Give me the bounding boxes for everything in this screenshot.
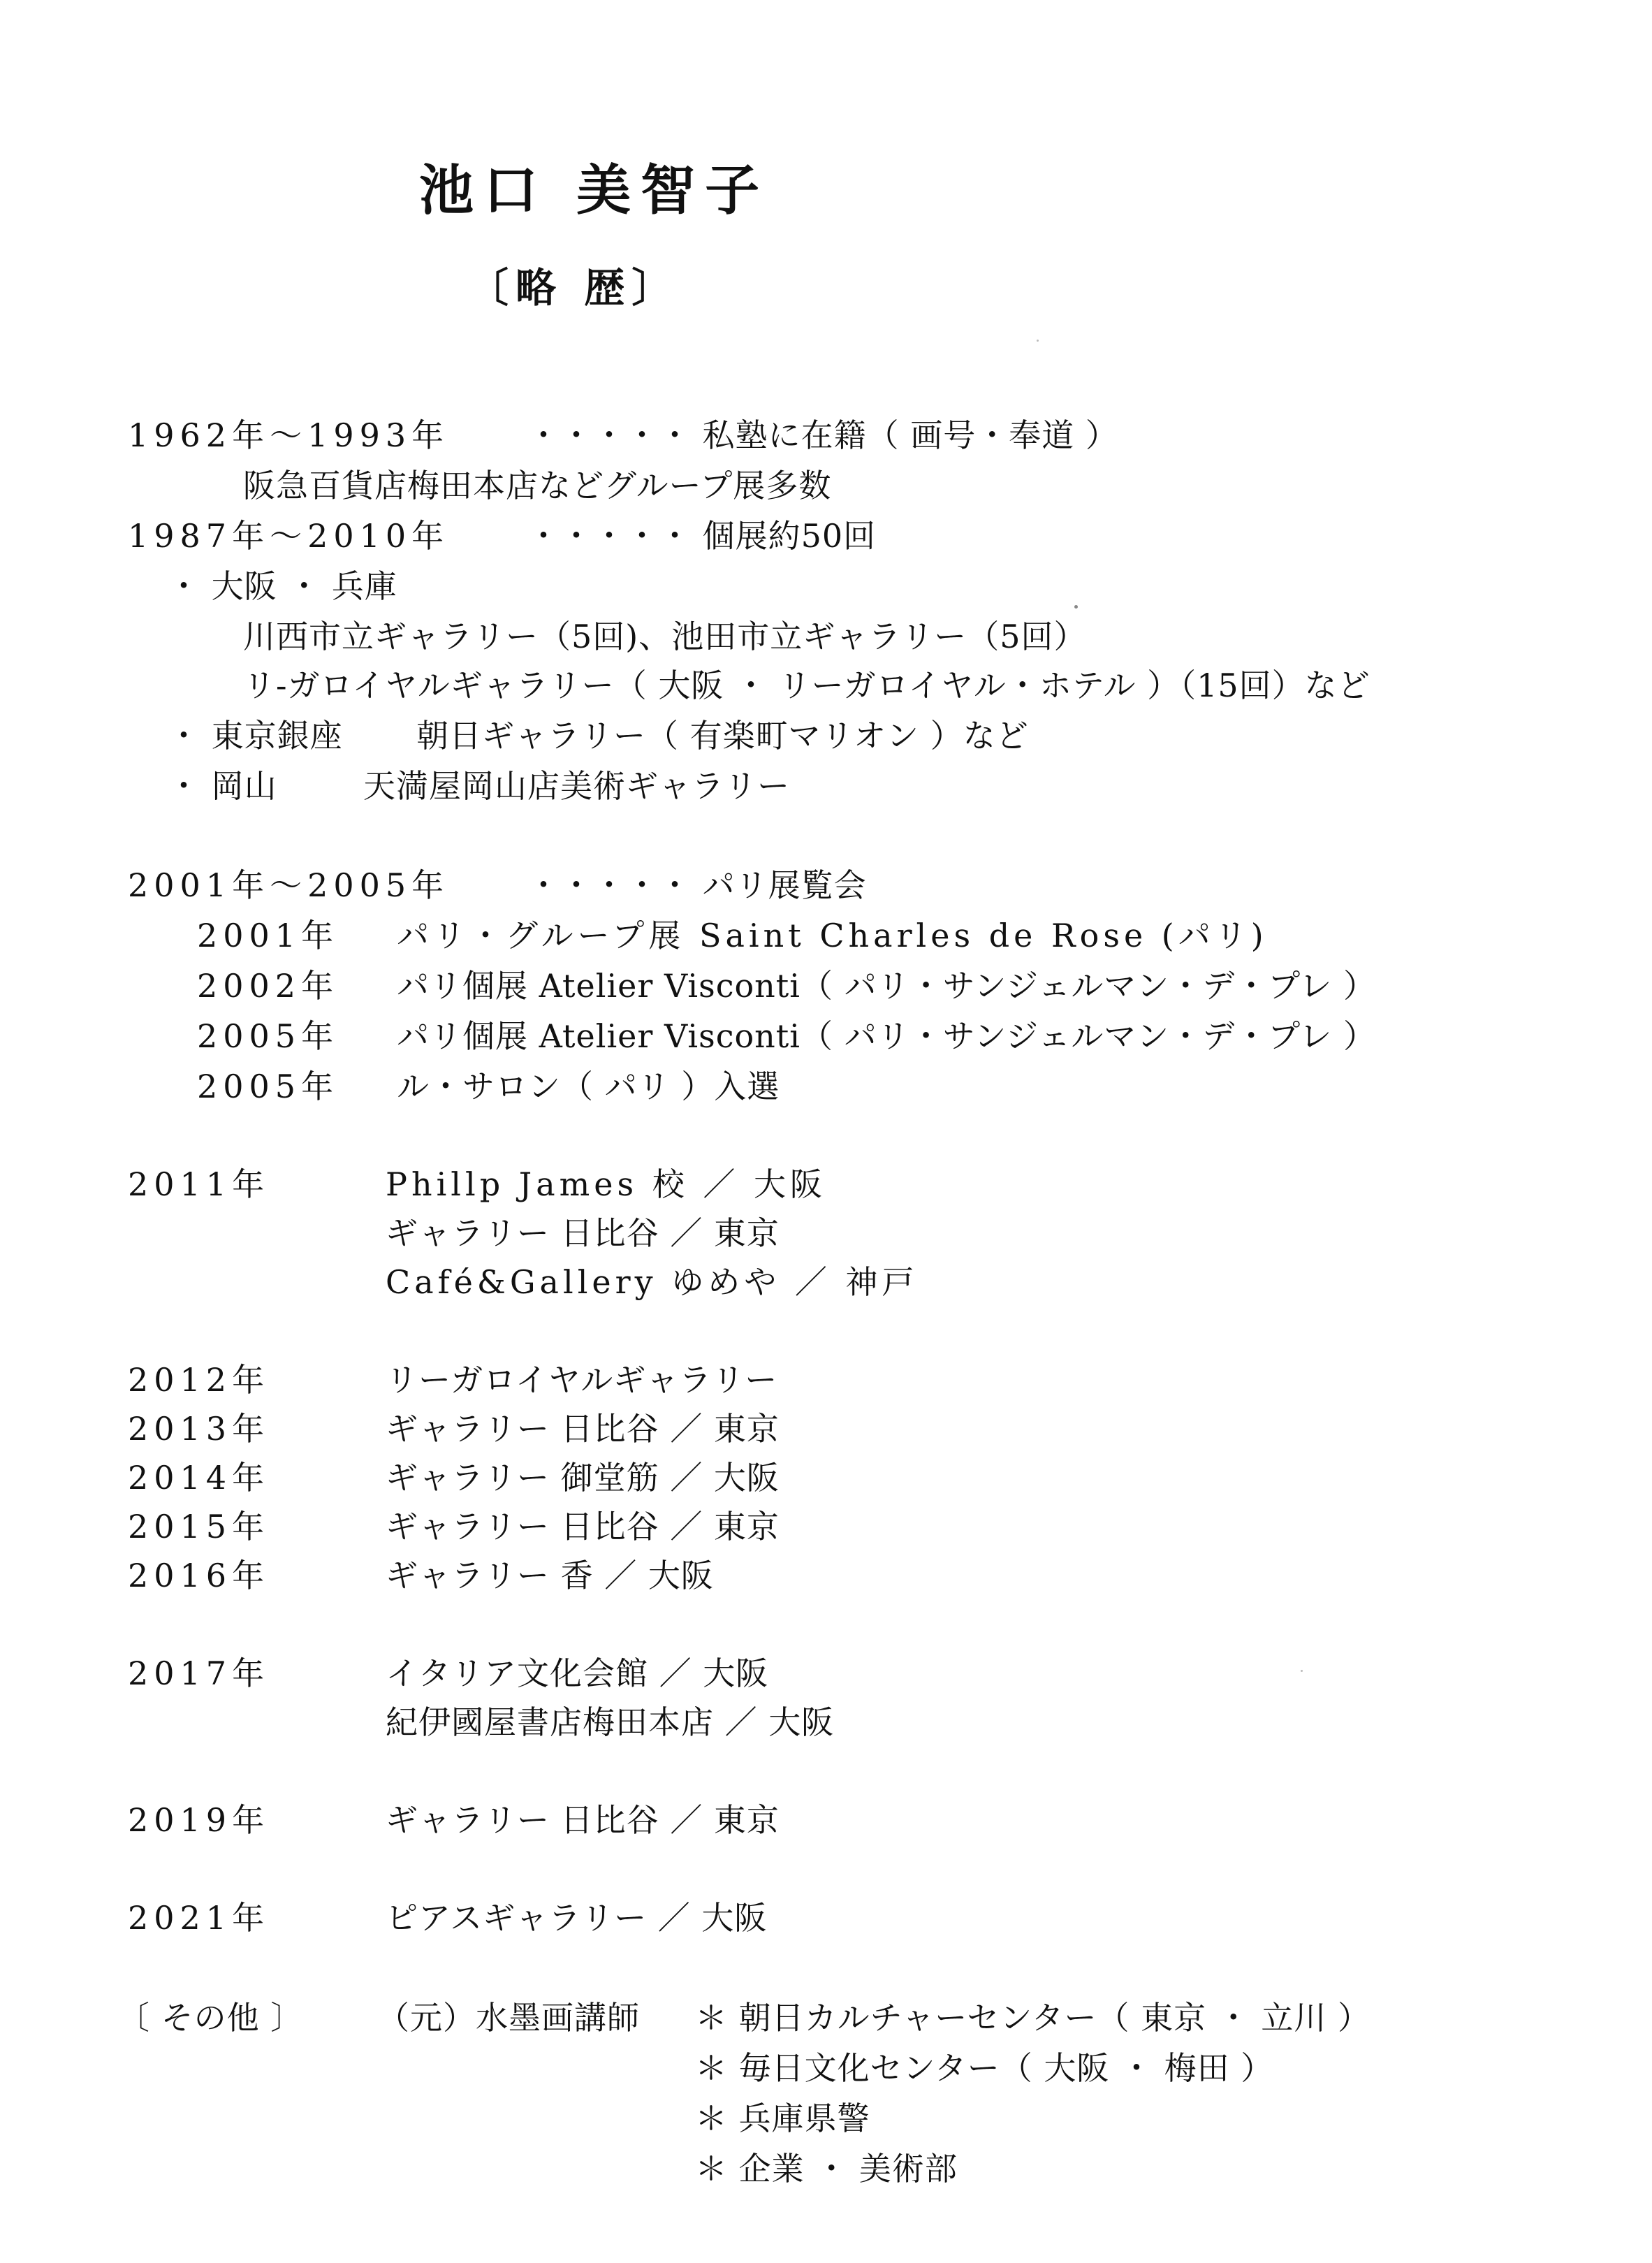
scan-speck bbox=[1301, 1670, 1303, 1672]
paris-item-year: 2005年 bbox=[197, 1017, 339, 1055]
period-text-1962: ・・・・・ 私塾に在籍（ 画号・奉道 ） bbox=[527, 416, 1118, 454]
region-tokyo-label: ・ 東京銀座 bbox=[168, 717, 343, 755]
scan-speck bbox=[1037, 340, 1039, 342]
period-year-2001: 2001年～2005年 bbox=[128, 866, 450, 904]
period-text-1987: ・・・・・ 個展約50回 bbox=[527, 517, 877, 555]
region-osaka-hyogo: ・ 大阪 ・ 兵庫 bbox=[168, 567, 397, 605]
paris-item-year: 2001年 bbox=[197, 917, 339, 954]
exhibition-2013: ギャラリー 日比谷 ／ 東京 bbox=[386, 1410, 780, 1448]
year-2019: 2019年 bbox=[128, 1801, 270, 1839]
region-okayama-text: 天満屋岡山店美術ギャラリー bbox=[363, 767, 790, 805]
exhibition-2017-2: 紀伊國屋書店梅田本店 ／ 大阪 bbox=[386, 1703, 835, 1741]
paris-item-year: 2005年 bbox=[197, 1068, 339, 1105]
exhibition-2014: ギャラリー 御堂筋 ／ 大阪 bbox=[386, 1459, 780, 1497]
teacher-role: （元）水墨画講師 bbox=[377, 1999, 640, 2037]
scan-speck bbox=[1074, 605, 1078, 609]
teaching-item: ＊ 兵庫県警 bbox=[695, 2100, 870, 2137]
period-year-1962: 1962年～1993年 bbox=[128, 416, 450, 454]
page-subtitle: 〔略 歴〕 bbox=[468, 264, 680, 312]
year-2012: 2012年 bbox=[128, 1361, 270, 1399]
other-label: 〔 その他 〕 bbox=[117, 1999, 304, 2037]
paris-item-text: ル・サロン（ パリ ）入選 bbox=[397, 1068, 780, 1105]
exhibition-2016: ギャラリー 香 ／ 大阪 bbox=[386, 1557, 714, 1594]
exhibition-2019: ギャラリー 日比谷 ／ 東京 bbox=[386, 1801, 780, 1839]
exhibition-2011-1: Phillp James 校 ／ 大阪 bbox=[386, 1165, 826, 1203]
year-2011: 2011年 bbox=[128, 1165, 270, 1203]
exhibition-2011-3: Café&Gallery ゆめや ／ 神戸 bbox=[386, 1263, 919, 1301]
year-2014: 2014年 bbox=[128, 1459, 270, 1497]
teaching-item: ＊ 企業 ・ 美術部 bbox=[695, 2150, 958, 2188]
exhibition-2015: ギャラリー 日比谷 ／ 東京 bbox=[386, 1508, 780, 1545]
exhibition-2021: ピアスギャラリー ／ 大阪 bbox=[386, 1899, 768, 1937]
page-title: 池口 美智子 bbox=[419, 159, 770, 222]
teaching-item: ＊ 朝日カルチャーセンター（ 東京 ・ 立川 ） bbox=[695, 1999, 1370, 2037]
exhibition-2011-2: ギャラリー 日比谷 ／ 東京 bbox=[386, 1214, 780, 1252]
region-tokyo-text: 朝日ギャラリー（ 有楽町マリオン ）など bbox=[416, 717, 1029, 755]
year-2016: 2016年 bbox=[128, 1557, 270, 1594]
paris-item-text: パリ個展 Atelier Visconti（ パリ・サンジェルマン・デ・プレ ） bbox=[397, 1017, 1377, 1055]
paris-item-text: パリ・グループ展 Saint Charles de Rose (パリ) bbox=[397, 917, 1268, 954]
region-okayama-label: ・ 岡山 bbox=[168, 767, 277, 805]
teaching-item: ＊ 毎日文化センター（ 大阪 ・ 梅田 ） bbox=[695, 2049, 1274, 2087]
period-text-2001: ・・・・・ パリ展覧会 bbox=[527, 866, 867, 904]
year-2013: 2013年 bbox=[128, 1410, 270, 1448]
group-shows-line: 阪急百貨店梅田本店などグループ展多数 bbox=[243, 467, 832, 504]
year-2017: 2017年 bbox=[128, 1654, 270, 1692]
osaka-galleries-1: 川西市立ギャラリー（5回)、池田市立ギャラリー（5回） bbox=[243, 618, 1087, 655]
exhibition-2012: リーガロイヤルギャラリー bbox=[386, 1361, 778, 1399]
paris-item-year: 2002年 bbox=[197, 967, 339, 1005]
period-year-1987: 1987年～2010年 bbox=[128, 517, 450, 555]
paris-item-text: パリ個展 Atelier Visconti（ パリ・サンジェルマン・デ・プレ ） bbox=[397, 967, 1377, 1005]
osaka-galleries-2: リ-ガロイヤルギャラリー（ 大阪 ・ リーガロイヤル・ホテル ）（15回）など bbox=[243, 667, 1370, 704]
year-2015: 2015年 bbox=[128, 1508, 270, 1545]
exhibition-2017-1: イタリア文化会館 ／ 大阪 bbox=[386, 1654, 769, 1692]
year-2021: 2021年 bbox=[128, 1899, 270, 1937]
